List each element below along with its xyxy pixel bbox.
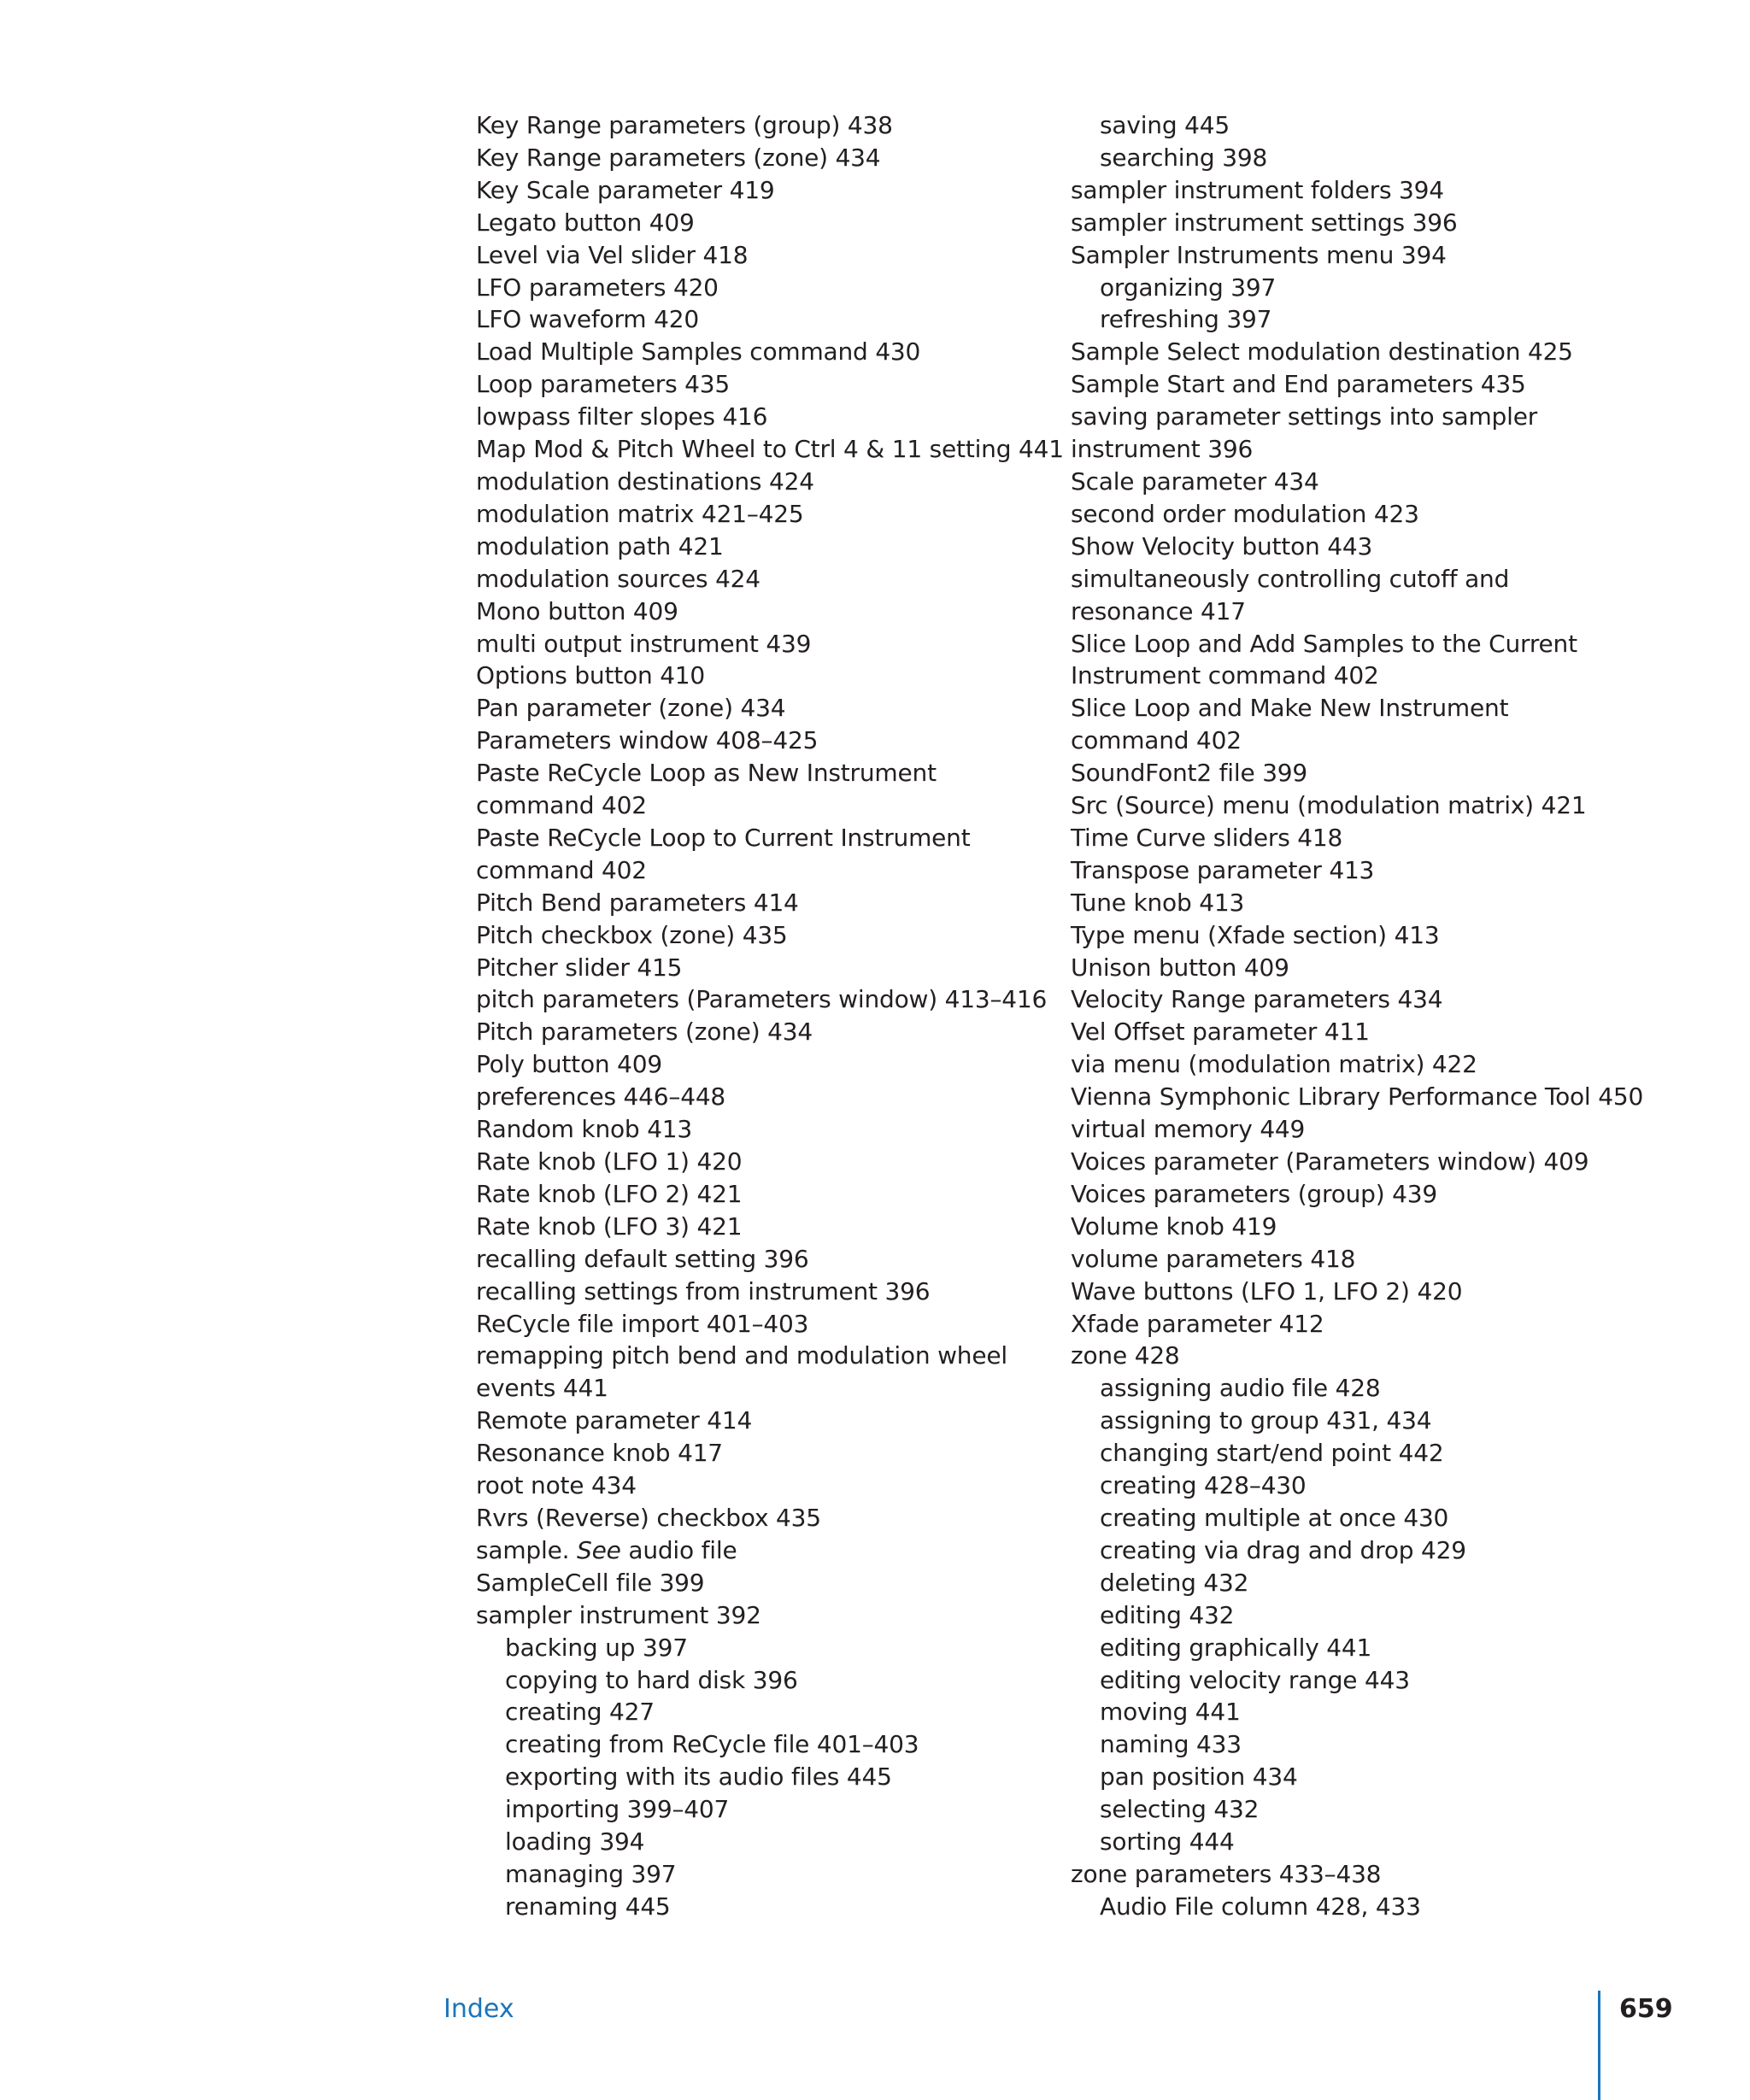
index-entry: Poly button 409 [476, 1050, 662, 1079]
index-entry: zone 428 [1071, 1341, 1180, 1370]
index-column-right [1071, 109, 1644, 1923]
index-entry: Volume knob 419 [1071, 1211, 1277, 1241]
index-subentry: assigning audio file 428 [1100, 1374, 1381, 1403]
index-subentry: loading 394 [505, 1827, 645, 1857]
index-entry: Pitcher slider 415 [476, 953, 683, 982]
footer-section-label: Index [443, 1994, 514, 2024]
index-subentry: renaming 445 [505, 1892, 671, 1921]
index-entry: Sampler Instruments menu 394 [1071, 240, 1447, 269]
index-entry: Scale parameter 434 [1071, 466, 1319, 496]
index-entry: Pitch parameters (zone) 434 [476, 1018, 813, 1047]
index-subentry: naming 433 [1100, 1730, 1242, 1759]
index-subentry: selecting 432 [1100, 1795, 1260, 1824]
index-entry: Mono button 409 [476, 596, 678, 625]
index-entry: recalling default setting 396 [476, 1244, 809, 1273]
index-subentry: creating 427 [505, 1698, 655, 1727]
index-subentry: searching 398 [1100, 143, 1268, 172]
index-entry: resonance 417 [1071, 596, 1246, 625]
index-entry: Tune knob 413 [1071, 888, 1245, 917]
index-entry: Xfade parameter 412 [1071, 1309, 1324, 1338]
index-subentry: editing 432 [1100, 1600, 1235, 1629]
index-entry: modulation sources 424 [476, 564, 760, 593]
index-entry: Rate knob (LFO 1) 420 [476, 1147, 743, 1176]
index-subentry: deleting 432 [1100, 1568, 1249, 1597]
index-entry: second order modulation 423 [1071, 499, 1419, 528]
index-subentry: managing 397 [505, 1859, 677, 1888]
index-entry: Unison button 409 [1071, 953, 1289, 982]
index-column-left [476, 109, 1064, 1923]
index-subentry: saving 445 [1100, 111, 1230, 139]
index-entry: modulation destinations 424 [476, 466, 814, 496]
index-entry: preferences 446–448 [476, 1082, 726, 1112]
index-entry: instrument 396 [1071, 435, 1254, 464]
index-entry: LFO parameters 420 [476, 273, 719, 302]
index-entry: Transpose parameter 413 [1071, 855, 1375, 884]
index-entry: simultaneously controlling cutoff and [1071, 564, 1510, 593]
index-subentry: sorting 444 [1100, 1827, 1235, 1857]
index-entry: modulation path 421 [476, 531, 724, 560]
index-entry: Level via Vel slider 418 [476, 240, 749, 269]
index-subentry: editing graphically 441 [1100, 1633, 1372, 1662]
index-entry: SoundFont2 file 399 [1071, 759, 1308, 788]
index-entry: Type menu (Xfade section) 413 [1071, 920, 1440, 949]
index-entry: via menu (modulation matrix) 422 [1071, 1050, 1477, 1079]
index-subentry: creating via drag and drop 429 [1100, 1535, 1466, 1564]
index-entry: Paste ReCycle Loop as New Instrument [476, 759, 937, 788]
index-entry: Voices parameters (group) 439 [1071, 1179, 1438, 1208]
index-entry: Src (Source) menu (modulation matrix) 421 [1071, 791, 1587, 820]
index-entry: command 402 [1071, 726, 1242, 755]
index-entry: Velocity Range parameters 434 [1071, 985, 1443, 1014]
footer-divider [1598, 1991, 1600, 2100]
index-entry: Vel Offset parameter 411 [1071, 1018, 1370, 1047]
index-subentry: moving 441 [1100, 1698, 1241, 1727]
index-entry: Rate knob (LFO 3) 421 [476, 1211, 743, 1241]
index-entry: virtual memory 449 [1071, 1115, 1306, 1144]
index-entry: Pitch checkbox (zone) 435 [476, 920, 788, 949]
index-entry: saving parameter settings into sampler [1071, 402, 1538, 431]
index-entry: volume parameters 418 [1071, 1244, 1356, 1273]
index-entry: Pitch Bend parameters 414 [476, 888, 799, 917]
index-subentry: creating from ReCycle file 401–403 [505, 1730, 919, 1759]
index-subentry: editing velocity range 443 [1100, 1665, 1410, 1694]
index-entry: Instrument command 402 [1071, 661, 1379, 690]
index-entry: Time Curve sliders 418 [1071, 823, 1343, 852]
index-entry: sampler instrument folders 394 [1071, 175, 1444, 204]
index-subentry: assigning to group 431, 434 [1100, 1406, 1432, 1435]
index-entry: Loop parameters 435 [476, 370, 730, 399]
index-entry: Key Range parameters (group) 438 [476, 111, 893, 139]
page-number: 659 [1619, 1994, 1673, 2024]
index-entry: multi output instrument 439 [476, 629, 812, 658]
index-entry: Key Range parameters (zone) 434 [476, 143, 881, 172]
index-entry: Sample Select modulation destination 425 [1071, 337, 1573, 367]
index-entry: Random knob 413 [476, 1115, 693, 1144]
index-subentry: exporting with its audio files 445 [505, 1763, 892, 1792]
index-subentry: changing start/end point 442 [1100, 1439, 1444, 1468]
index-subentry: backing up 397 [505, 1633, 688, 1662]
index-entry: events 441 [476, 1374, 608, 1403]
index-entry: Rvrs (Reverse) checkbox 435 [476, 1503, 821, 1532]
index-entry: root note 434 [476, 1471, 637, 1500]
index-entry: LFO waveform 420 [476, 305, 699, 334]
index-entry: modulation matrix 421–425 [476, 499, 804, 528]
index-entry: Slice Loop and Make New Instrument [1071, 694, 1509, 723]
index-entry: Map Mod & Pitch Wheel to Ctrl 4 & 11 setting 441 [476, 435, 1064, 464]
index-entry: command 402 [476, 791, 647, 820]
index-subentry: importing 399–407 [505, 1795, 730, 1824]
index-entry: lowpass filter slopes 416 [476, 402, 768, 431]
index-entry: Paste ReCycle Loop to Current Instrument [476, 823, 971, 852]
index-entry: Voices parameter (Parameters window) 409 [1071, 1147, 1589, 1176]
index-entry: sampler instrument 392 [476, 1600, 761, 1629]
index-entry: Sample Start and End parameters 435 [1071, 370, 1526, 399]
index-entry: sample. See audio file [476, 1535, 737, 1564]
index-entry: ReCycle file import 401–403 [476, 1309, 809, 1338]
index-entry: SampleCell file 399 [476, 1568, 705, 1597]
index-subentry: Audio File column 428, 433 [1100, 1892, 1421, 1921]
index-entry: Slice Loop and Add Samples to the Current [1071, 629, 1577, 658]
index-subentry: organizing 397 [1100, 273, 1277, 302]
index-subentry: creating 428–430 [1100, 1471, 1307, 1500]
index-entry: pitch parameters (Parameters window) 413–416 [476, 985, 1048, 1014]
index-entry: zone parameters 433–438 [1071, 1859, 1382, 1888]
index-entry: remapping pitch bend and modulation wheel [476, 1341, 1007, 1370]
index-entry: Pan parameter (zone) 434 [476, 694, 786, 723]
index-entry: recalling settings from instrument 396 [476, 1276, 931, 1305]
index-entry: Key Scale parameter 419 [476, 175, 775, 204]
index-entry: Legato button 409 [476, 208, 695, 237]
index-subentry: copying to hard disk 396 [505, 1665, 798, 1694]
index-entry: Wave buttons (LFO 1, LFO 2) 420 [1071, 1276, 1463, 1305]
index-entry: command 402 [476, 855, 647, 884]
index-entry: Show Velocity button 443 [1071, 531, 1373, 560]
index-entry: Resonance knob 417 [476, 1439, 723, 1468]
index-subentry: creating multiple at once 430 [1100, 1503, 1449, 1532]
index-entry: Parameters window 408–425 [476, 726, 819, 755]
index-subentry: refreshing 397 [1100, 305, 1272, 334]
index-subentry: pan position 434 [1100, 1763, 1298, 1792]
index-entry: Vienna Symphonic Library Performance Tool 450 [1071, 1082, 1644, 1112]
index-entry: Options button 410 [476, 661, 706, 690]
index-entry: Load Multiple Samples command 430 [476, 337, 921, 367]
index-entry: Rate knob (LFO 2) 421 [476, 1179, 743, 1208]
index-entry: Remote parameter 414 [476, 1406, 753, 1435]
index-entry: sampler instrument settings 396 [1071, 208, 1458, 237]
